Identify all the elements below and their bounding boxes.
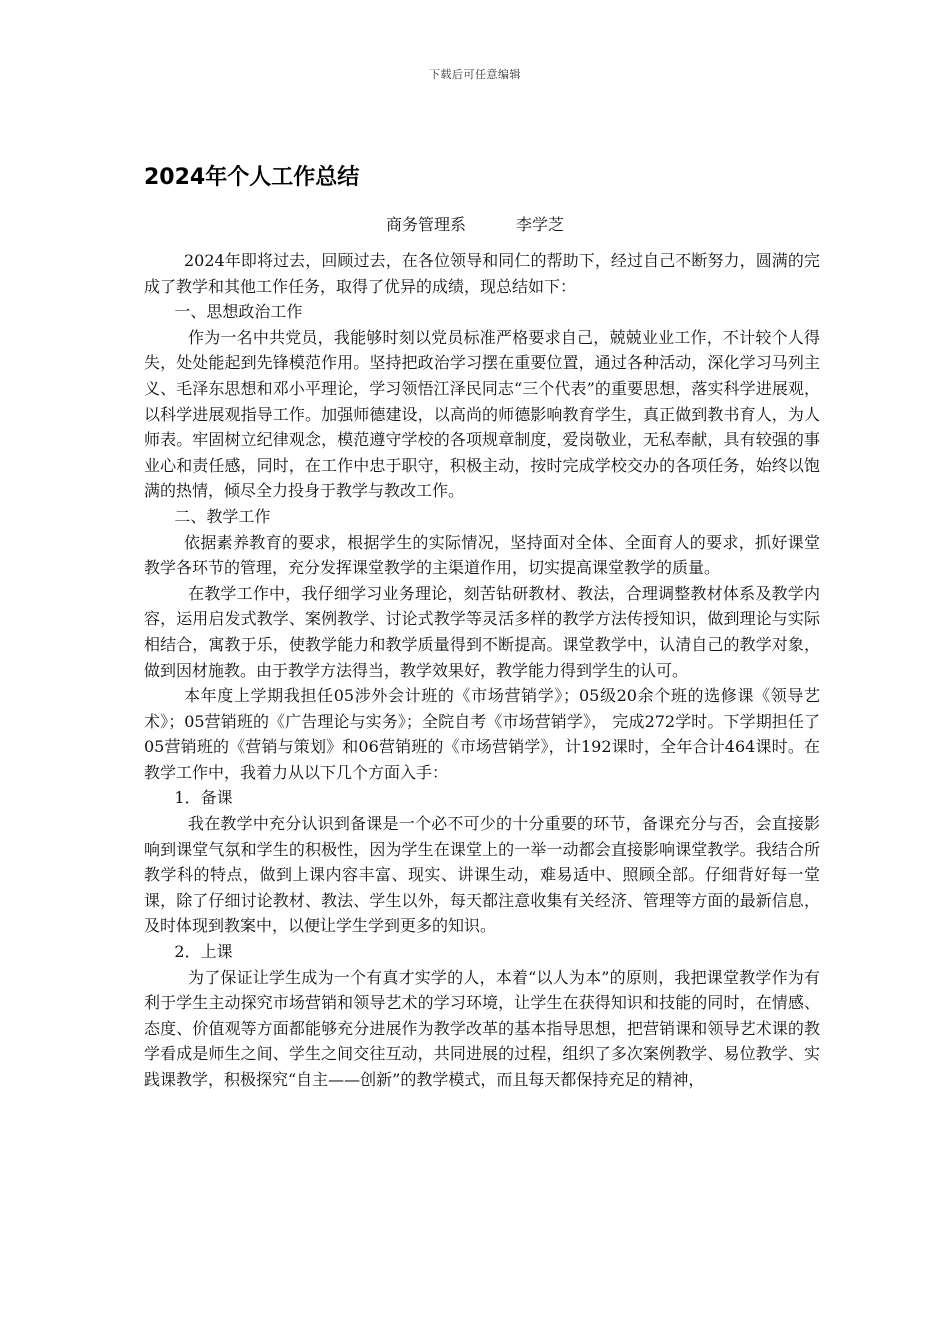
page-header-note: 下载后可任意编辑 — [429, 68, 521, 81]
teaching-paragraph-3: 本年度上学期我担任05涉外会计班的《市场营销学》；05级20余个班的选修课《领导艺术》；05营销班的《广告理论与实务》；全院自考《市场营销学》， 完成272学时。下学期担任了05营销班的《营销与策划》和06营销班的《市场营销学》，计192课时，全年合计464课时。在教学工作中，我着力从以下几个方面入手： — [144, 686, 820, 782]
document-title: 2024年个人工作总结 — [144, 165, 360, 190]
subsection-heading-lecture: 2．上课 — [174, 942, 233, 962]
section-heading-politics: 一、思想政治工作 — [174, 302, 303, 322]
teaching-paragraph-2: 在教学工作中，我仔细学习业务理论，刻苦钻研教材、教法，合理调整教材体系及教学内容，运用启发式教学、案例教学、讨论式教学等灵活多样的教学方法传授知识，做到理论与实际相结合，寓教于乐，使教学能力和教学质量得到不断提高。课堂教学中，认清自己的教学对象，做到因材施教。由于教学方法得当，教学效果好，教学能力得到学生的认可。 — [144, 583, 820, 680]
politics-paragraph: 作为一名中共党员，我能够时刻以党员标准严格要求自己，兢兢业业工作，不计较个人得失，处处能起到先锋模范作用。坚持把政治学习摆在重要位置，通过各种活动，深化学习马列主义、毛泽东思想和邓小平理论，学习领悟江泽民同志“三个代表”的重要思想，落实科学进展观，以科学进展观指导工作。加强师德建设，以高尚的师德影响教育学生，真正做到教书育人，为人师表。牢固树立纪律观念，模范遵守学校的各项规章制度，爱岗敬业，无私奉献，具有较强的事业心和责任感，同时，在工作中忠于职守，积极主动，按时完成学校交办的各项任务，始终以饱满的热情，倾尽全力投身于教学与教改工作。 — [144, 327, 820, 501]
intro-paragraph: 2024年即将过去，回顾过去，在各位领导和同仁的帮助下，经过自己不断努力，圆满的完成了教学和其他工作任务，取得了优异的成绩，现总结如下： — [144, 251, 820, 296]
department-name: 商务管理系 — [385, 215, 466, 234]
author-line — [0, 212, 950, 235]
subsection-heading-preparation: 1．备课 — [174, 788, 233, 808]
lecture-paragraph: 为了保证让学生成为一个有真才实学的人，本着“以人为本”的原则，我把课堂教学作为有利于学生主动探究市场营销和领导艺术的学习环境，让学生在获得知识和技能的同时，在情感、态度、价值观等方面都能够充分进展作为教学改革的基本指导思想，把营销课和领导艺术课的教学看成是师生之间、学生之间交往互动，共同进展的过程，组织了多次案例教学、易位教学、实践课教学，积极探究“自主——创新”的教学模式，而且每天都保持充足的精神， — [144, 967, 820, 1089]
preparation-paragraph: 我在教学中充分认识到备课是一个必不可少的十分重要的环节，备课充分与否，会直接影响到课堂气氛和学生的积极性，因为学生在课堂上的一举一动都会直接影响课堂教学。我结合所教学科的特点，做到上课内容丰富、现实、讲课生动，难易适中、照顾全部。仔细背好每一堂课，除了仔细讨论教材、教法、学生以外，每天都注意收集有关经济、管理等方面的最新信息，及时体现到教案中，以便让学生学到更多的知识。 — [144, 814, 820, 936]
document-body — [144, 248, 820, 1093]
teaching-paragraph-1: 依据素养教育的要求，根据学生的实际情况，坚持面对全体、全面育人的要求，抓好课堂教学各环节的管理，充分发挥课堂教学的主渠道作用，切实提高课堂教学的质量。 — [144, 532, 820, 578]
author-name: 李学芝 — [516, 215, 565, 234]
section-heading-teaching: 二、教学工作 — [174, 506, 271, 526]
